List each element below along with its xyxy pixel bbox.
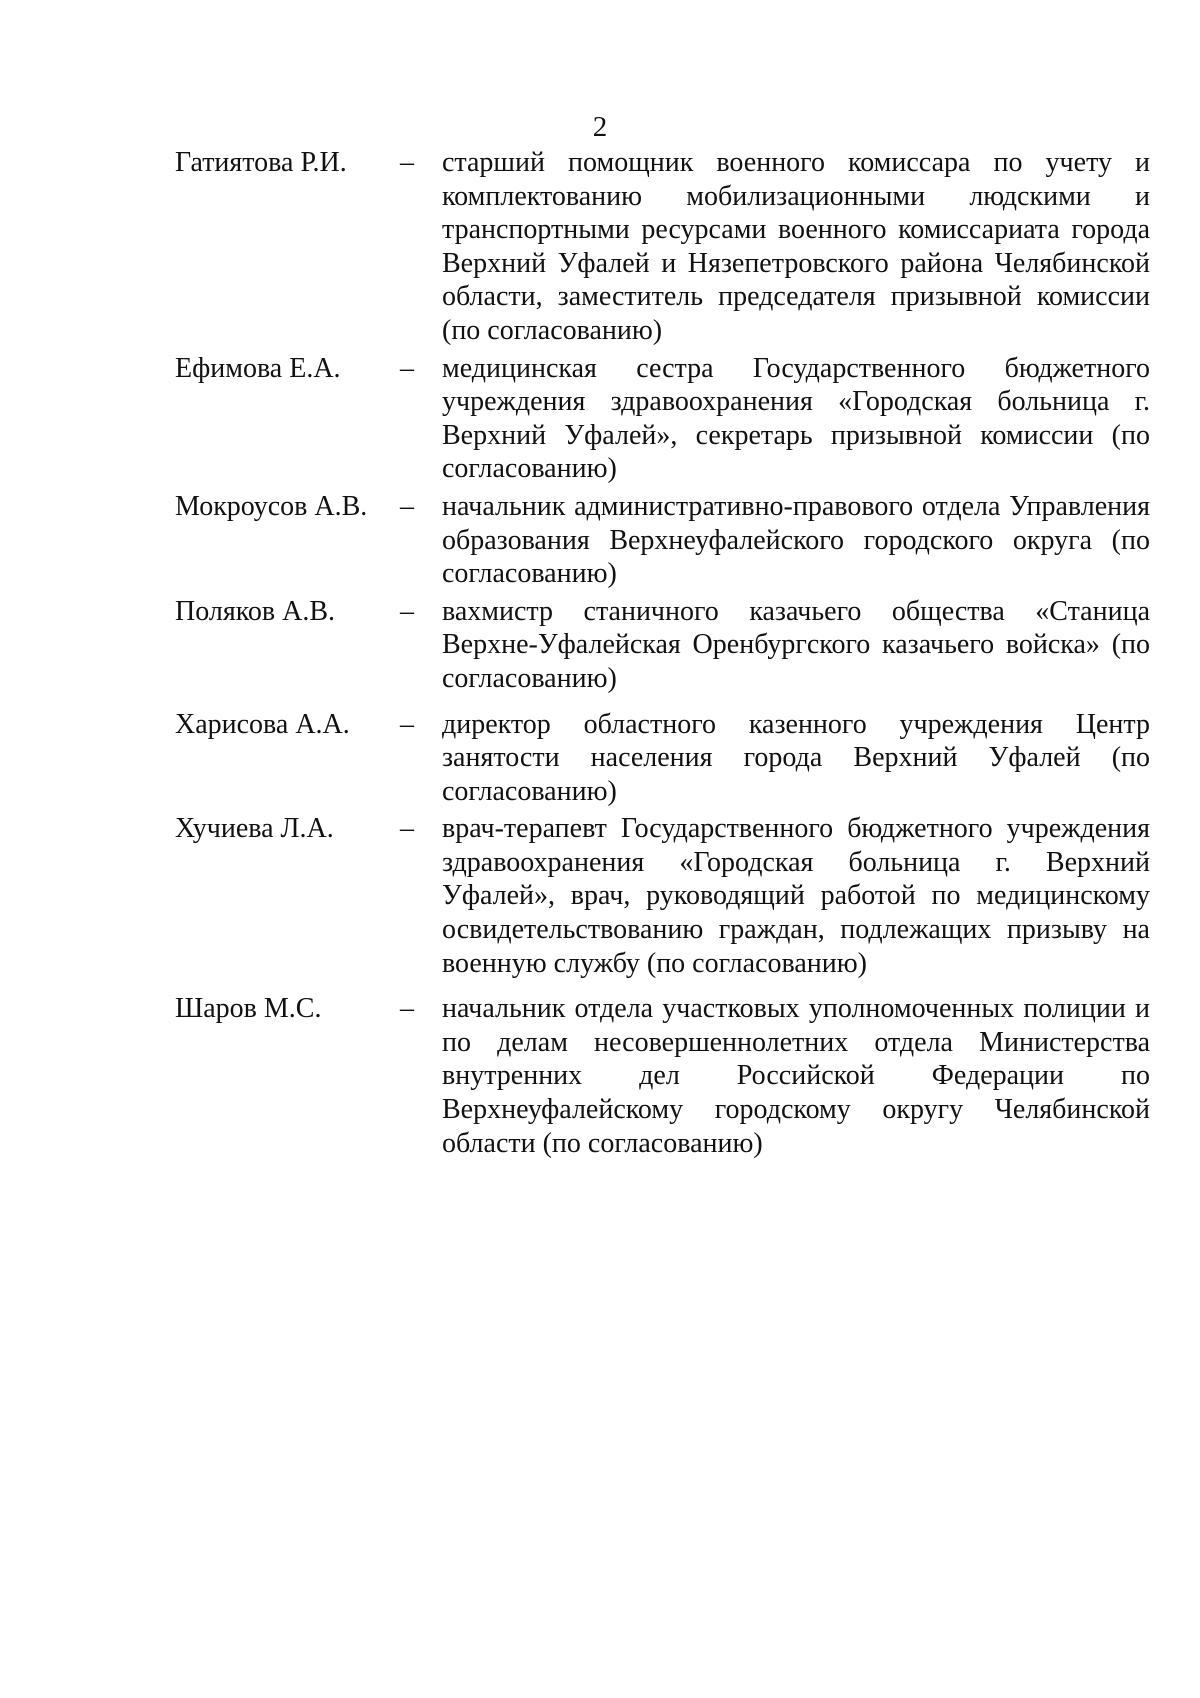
member-name: Мокроусов А.В. [175, 490, 368, 522]
member-name: Ефимова Е.А. [175, 352, 341, 384]
member-name: Гатиятова Р.И. [175, 147, 347, 178]
member-description: директор областного казенного учреждения Центр занятости населения города Верхний Уфалей (по согласованию) [442, 708, 1150, 807]
commission-member-list [175, 146, 1150, 1160]
member-name: Шаров М.С. [175, 993, 322, 1025]
member-entry-efimova [175, 352, 1150, 486]
member-entry-kharisova [175, 708, 1150, 809]
member-description: вахмистр станичного казачьего общества «Станица Верхне-Уфалейская Оренбургского казачьего войска» (по согласованию) [442, 595, 1150, 694]
member-name: Поляков А.В. [175, 595, 336, 627]
member-description: медицинская сестра Государственного бюджетного учреждения здравоохранения «Городская больница г. Верхний Уфалей», секретарь призывной комиссии (по согласованию) [442, 352, 1150, 485]
member-name: Хучиева Л.А. [175, 813, 334, 845]
dash-separator: – [400, 352, 414, 384]
dash-separator: – [400, 147, 414, 178]
page-number: 2 [592, 111, 608, 143]
member-description: начальник административно-правового отдела Управления образования Верхнеуфалейского городского округа (по согласованию) [442, 490, 1150, 590]
member-description: старший помощник военного комиссара по учету и комплектованию мобилизационными людскими и транспортными ресурсами военного комиссариата города Верхний Уфалей и Нязепетровского района Челябинской области, заместитель председателя призывной комиссии (по согласованию) [442, 147, 1150, 346]
dash-separator: – [400, 490, 414, 522]
dash-separator: – [400, 813, 414, 845]
member-name: Харисова А.А. [175, 708, 350, 740]
member-entry-gatiyatova [175, 146, 1150, 348]
member-entry-mokrousov [175, 490, 1150, 591]
member-entry-sharov [175, 992, 1150, 1160]
member-entry-polyakov [175, 595, 1150, 696]
member-entry-khuchieva [175, 812, 1150, 980]
dash-separator: – [400, 595, 414, 627]
dash-separator: – [400, 993, 414, 1025]
dash-separator: – [400, 708, 414, 740]
member-description: врач-терапевт Государственного бюджетного учреждения здравоохранения «Городская больница г. Верхний Уфалей», врач, руководящий работой по медицинскому освидетельствованию граждан, подлежащих призыву на военную службу (по согласованию) [442, 813, 1150, 979]
member-description: начальник отдела участковых уполномоченных полиции и по делам несовершеннолетних отдела Министерства внутренних дел Российской Федерации по Верхнеуфалейскому городскому округу Челябинской области (по согласованию) [442, 993, 1150, 1159]
